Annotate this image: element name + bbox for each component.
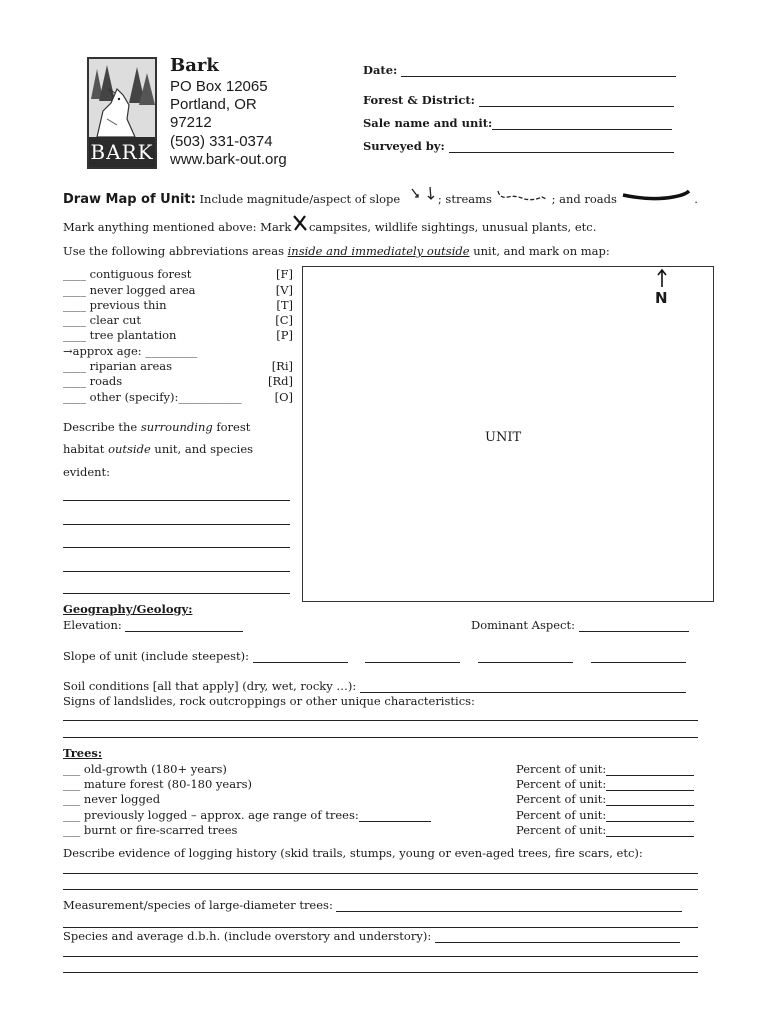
- sale-name-field: [363, 116, 672, 130]
- mark-instructions: [63, 214, 596, 234]
- percent-label: Percent of unit:: [516, 777, 607, 791]
- abbrev-code: [O]: [274, 390, 293, 404]
- percent-field: [516, 762, 694, 776]
- mark-suffix: campsites, wildlife sightings, unusual plants, etc.: [308, 220, 597, 234]
- north-arrow-icon: [655, 269, 669, 287]
- streams-text: ; streams: [437, 192, 492, 206]
- tree-item: ___ old-growth (180+ years): [63, 762, 227, 776]
- abbrev-row: [63, 328, 293, 342]
- slope-input-line[interactable]: [591, 662, 686, 663]
- geography-heading: Geography/Geology:: [63, 602, 193, 616]
- abbrev-code: [V]: [275, 283, 293, 297]
- trees-heading: Trees:: [63, 746, 103, 760]
- abbrev-emphasis: inside and immediately outside: [287, 244, 470, 258]
- surrounding-text: habitat: [63, 442, 105, 456]
- percent-field: [516, 808, 694, 822]
- surveyed-by-input-line[interactable]: [449, 152, 674, 153]
- roads-text: ; and roads: [551, 192, 617, 206]
- percent-field: [516, 823, 694, 837]
- surrounding-text: forest: [216, 420, 251, 434]
- abbrev-label: ____ other (specify):___________: [63, 390, 242, 404]
- surrounding-answer-line[interactable]: [63, 500, 290, 501]
- abbrev-code: [P]: [276, 328, 293, 342]
- measurement-answer-line[interactable]: [63, 927, 698, 928]
- surrounding-line-3: evident:: [63, 465, 111, 479]
- abbrev-label: ____ previous thin: [63, 298, 167, 312]
- abbrev-code: [Rd]: [268, 374, 293, 388]
- abbrev-label: ____ contiguous forest: [63, 267, 192, 281]
- surrounding-text: Describe the: [63, 420, 138, 434]
- date-label: Date:: [363, 63, 398, 77]
- soil-label: Soil conditions [all that apply] (dry, wet, rocky …):: [63, 679, 357, 693]
- measurement-label: Measurement/species of large-diameter trees:: [63, 898, 333, 912]
- percent-label: Percent of unit:: [516, 823, 607, 837]
- abbrev-code: [C]: [275, 313, 293, 327]
- surrounding-answer-line[interactable]: [63, 593, 290, 594]
- abbrev-code: [F]: [276, 267, 293, 281]
- percent-input-line[interactable]: [606, 836, 694, 837]
- landslides-answer-line[interactable]: [63, 737, 698, 738]
- abbrev-row: [63, 298, 293, 312]
- draw-map-instructions: [63, 187, 698, 207]
- elevation-label: Elevation:: [63, 618, 122, 632]
- slope-field: [63, 649, 686, 663]
- soil-field: [63, 679, 686, 693]
- surrounding-emphasis: surrounding: [140, 420, 213, 434]
- percent-label: Percent of unit:: [516, 762, 607, 776]
- address-line-2: Portland, OR: [170, 96, 257, 113]
- abbrev-row: [63, 390, 293, 404]
- website[interactable]: www.bark-out.org: [170, 151, 287, 168]
- slope-input-line[interactable]: [253, 662, 348, 663]
- species-dbh-field: [63, 929, 680, 943]
- forest-district-input-line[interactable]: [479, 106, 674, 107]
- period-text: .: [694, 192, 698, 206]
- abbrev-label: ____ clear cut: [63, 313, 142, 327]
- org-name: Bark: [170, 55, 219, 76]
- abbreviation-instructions: [63, 244, 610, 258]
- aspect-input-line[interactable]: [579, 631, 689, 632]
- unit-map-box[interactable]: [302, 266, 714, 602]
- phone-number: (503) 331-0374: [170, 133, 273, 150]
- date-field: [363, 63, 676, 77]
- mark-prefix: Mark anything mentioned above: Mark: [63, 220, 292, 234]
- forest-district-label: Forest & District:: [363, 93, 475, 107]
- measurement-field: [63, 898, 682, 912]
- abbrev-row: [63, 313, 293, 327]
- surrounding-line-1: [63, 420, 250, 434]
- elevation-input-line[interactable]: [125, 631, 243, 632]
- abbrev-row: [63, 283, 293, 297]
- abbrev-code: [Ri]: [271, 359, 293, 373]
- abbrev-prefix: Use the following abbreviations areas: [63, 244, 284, 258]
- landslides-answer-line[interactable]: [63, 720, 698, 721]
- elevation-field: [63, 618, 243, 632]
- landslides-label: Signs of landslides, rock outcroppings or other unique characteristics:: [63, 694, 475, 708]
- surveyed-by-field: [363, 139, 674, 153]
- logging-answer-line[interactable]: [63, 873, 698, 874]
- abbrev-label: ____ never logged area: [63, 283, 196, 297]
- surrounding-answer-line[interactable]: [63, 571, 290, 572]
- abbrev-suffix: unit, and mark on map:: [473, 244, 610, 258]
- sale-name-label: Sale name and unit:: [363, 116, 493, 130]
- aspect-field: [471, 618, 689, 632]
- address-line-1: PO Box 12065: [170, 78, 268, 95]
- outside-emphasis: outside: [108, 442, 151, 456]
- percent-input-line[interactable]: [606, 821, 694, 822]
- surrounding-answer-line[interactable]: [63, 524, 290, 525]
- percent-input-line[interactable]: [606, 790, 694, 791]
- abbrev-row: [63, 374, 293, 388]
- percent-field: [516, 777, 694, 791]
- tree-item: ___ mature forest (80-180 years): [63, 777, 252, 791]
- bark-logo: [87, 57, 157, 169]
- road-symbol-icon: [621, 189, 691, 205]
- slope-input-line[interactable]: [365, 662, 460, 663]
- north-label: N: [655, 289, 668, 307]
- logging-history-label: Describe evidence of logging history (skid trails, stumps, young or even-aged trees, fire scars, etc):: [63, 846, 643, 860]
- species-dbh-label: Species and average d.b.h. (include overstory and understory):: [63, 929, 432, 943]
- abbrev-row: [63, 359, 293, 373]
- abbrev-label: →approx age: _________: [63, 344, 198, 358]
- slope-input-line[interactable]: [478, 662, 573, 663]
- forest-district-field: [363, 93, 674, 107]
- surveyed-by-label: Surveyed by:: [363, 139, 445, 153]
- abbrev-code: [T]: [276, 298, 293, 312]
- sale-name-input-line[interactable]: [492, 129, 672, 130]
- species-answer-line[interactable]: [63, 956, 698, 957]
- soil-input-line[interactable]: [360, 692, 686, 693]
- percent-label: Percent of unit:: [516, 792, 607, 806]
- abbrev-row: [63, 267, 293, 281]
- age-range-input-line[interactable]: [359, 821, 431, 822]
- aspect-label: Dominant Aspect:: [471, 618, 575, 632]
- slope-label: Slope of unit (include steepest):: [63, 649, 250, 663]
- species-dbh-input-line[interactable]: [435, 942, 680, 943]
- measurement-input-line[interactable]: [336, 911, 682, 912]
- unit-label: UNIT: [485, 430, 522, 445]
- surrounding-line-2: [63, 442, 253, 456]
- draw-map-intro: Include magnitude/aspect of slope: [199, 192, 401, 206]
- logo-text: BARK: [89, 137, 155, 167]
- wolf-trees-icon: [89, 59, 155, 137]
- abbrev-row: [63, 344, 293, 358]
- abbrev-label: ____ roads: [63, 374, 123, 388]
- tree-item: ___ never logged: [63, 792, 161, 806]
- percent-input-line[interactable]: [606, 805, 694, 806]
- surrounding-text: unit, and species: [154, 442, 254, 456]
- stream-symbol-icon: [496, 189, 552, 205]
- tree-item: ___ burnt or fire-scarred trees: [63, 823, 238, 837]
- x-mark-icon: [291, 214, 309, 230]
- date-input-line[interactable]: [401, 76, 676, 77]
- abbrev-label: ____ riparian areas: [63, 359, 173, 373]
- slope-arrows-icon: [404, 187, 438, 203]
- tree-item: ___ previously logged – approx. age range of trees:: [63, 808, 359, 822]
- species-answer-line[interactable]: [63, 972, 698, 973]
- surrounding-answer-line[interactable]: [63, 547, 290, 548]
- abbrev-label: ____ tree plantation: [63, 328, 177, 342]
- draw-map-title: Draw Map of Unit:: [63, 192, 196, 207]
- logging-answer-line[interactable]: [63, 889, 698, 890]
- percent-field: [516, 792, 694, 806]
- percent-input-line[interactable]: [606, 775, 694, 776]
- address-line-3: 97212: [170, 114, 212, 131]
- percent-label: Percent of unit:: [516, 808, 607, 822]
- tree-item-previously-logged: [63, 808, 431, 822]
